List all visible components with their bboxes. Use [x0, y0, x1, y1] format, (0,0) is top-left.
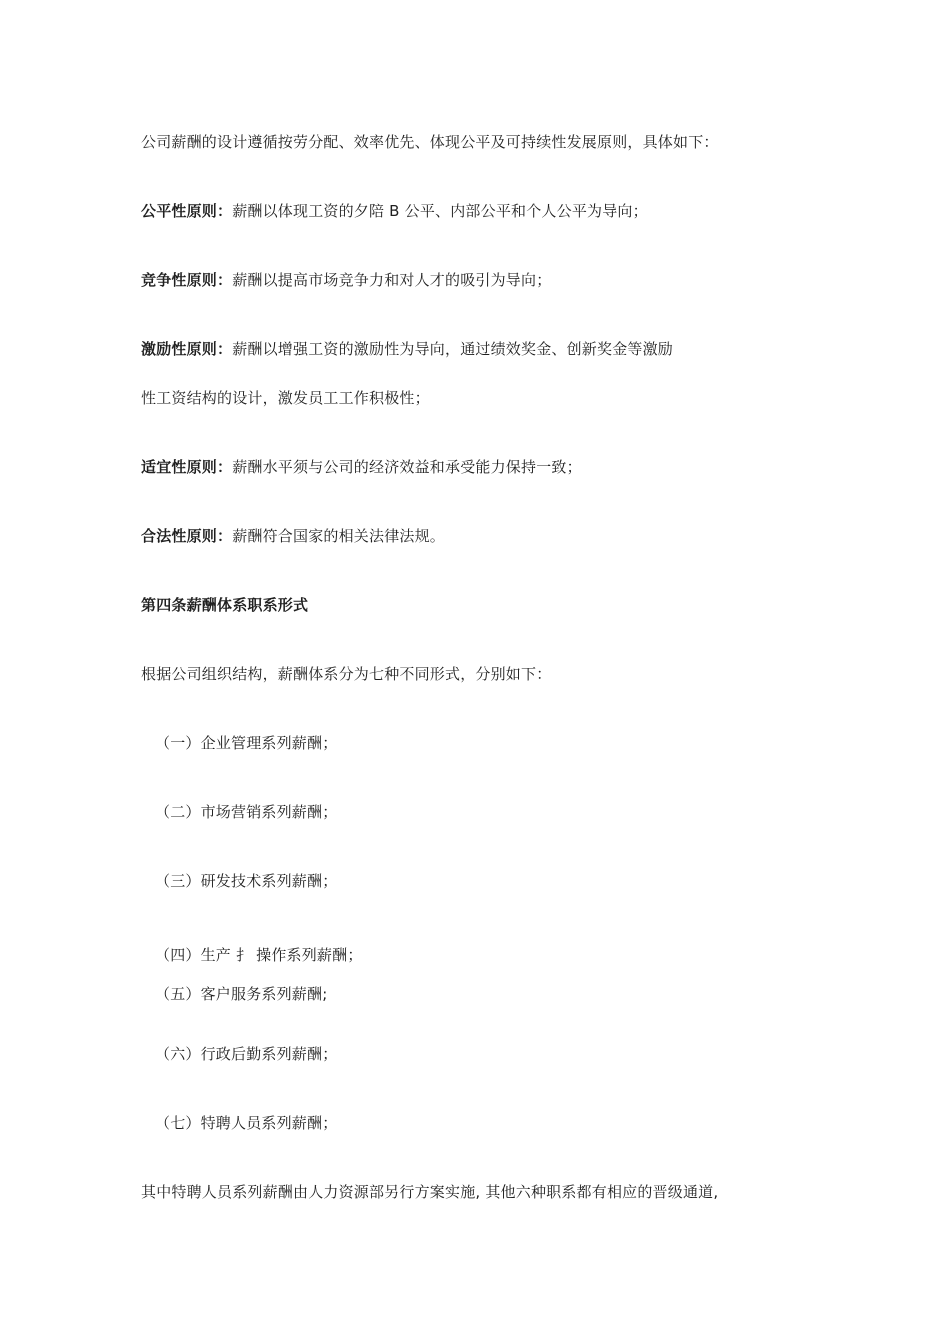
- principle-competitiveness: [141, 270, 551, 290]
- list-item: （三）研发技术系列薪酬；: [155, 872, 338, 890]
- principle-incentive-continuation: 性工资结构的设计，激发员工工作积极性；: [141, 389, 430, 407]
- principle-text: 薪酬符合国家的相关法律法规。: [232, 527, 446, 545]
- article-heading: 第四条薪酬体系职系形式: [141, 596, 309, 614]
- list-item: （五）客户服务系列薪酬;: [155, 985, 328, 1003]
- principle-title: 公平性原则：: [141, 202, 233, 220]
- principle-incentive: [141, 339, 673, 359]
- closing-paragraph: 其中特聘人员系列薪酬由人力资源部另行方案实施, 其他六种职系都有相应的晋级通道,: [141, 1183, 719, 1201]
- list-item: （二）市场营销系列薪酬；: [155, 803, 338, 821]
- principle-title: 激励性原则：: [141, 340, 233, 358]
- list-item: （六）行政后勤系列薪酬；: [155, 1045, 338, 1063]
- intro-paragraph: 公司薪酬的设计遵循按劳分配、效率优先、体现公平及可持续性发展原则，具体如下：: [141, 133, 719, 151]
- list-item: （一）企业管理系列薪酬；: [155, 734, 338, 752]
- principle-text: 薪酬以提高市场竞争力和对人才的吸引为导向；: [232, 271, 552, 289]
- principle-text: 薪酬水平须与公司的经济效益和承受能力保持一致；: [232, 458, 582, 476]
- list-item: （四）生产 扌 操作系列薪酬；: [155, 946, 363, 964]
- principle-fairness: [141, 201, 648, 221]
- principle-text: 薪酬以体现工资的夕陪 B 公平、内部公平和个人公平为导向；: [232, 202, 648, 220]
- principle-title: 合法性原则：: [141, 527, 233, 545]
- principle-text: 薪酬以增强工资的激励性为导向，通过绩效奖金、创新奖金等激励: [232, 340, 674, 358]
- principle-legality: [141, 526, 445, 546]
- principle-suitability: [141, 457, 582, 477]
- list-item: （七）特聘人员系列薪酬；: [155, 1114, 338, 1132]
- principle-title: 适宜性原则：: [141, 458, 233, 476]
- principle-title: 竞争性原则：: [141, 271, 233, 289]
- article-intro: 根据公司组织结构，薪酬体系分为七种不同形式，分别如下：: [141, 665, 552, 683]
